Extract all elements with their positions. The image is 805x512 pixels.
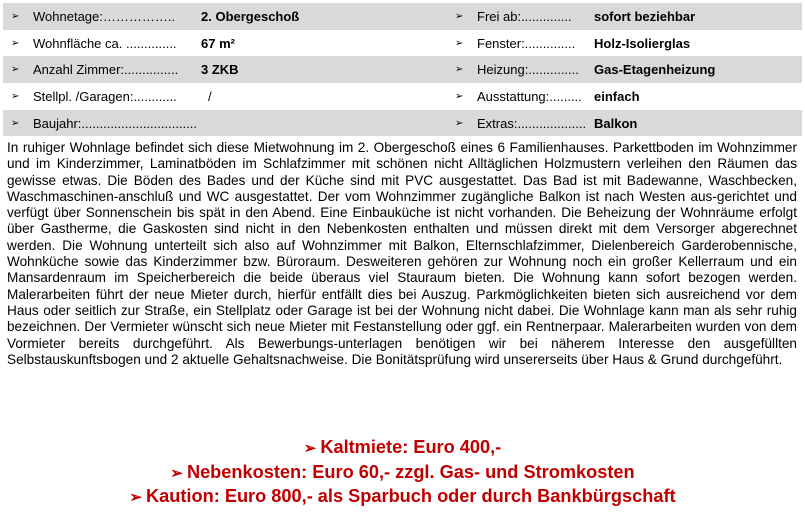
fact-label-floor: ➢ Wohnetage:…………….. bbox=[11, 8, 176, 24]
cost-line-deposit: ➢ Kaution: Euro 800,- als Sparbuch oder durch Bankbürgschaft bbox=[129, 486, 676, 506]
fact-label-area: ➢ Wohnfläche ca. .............. bbox=[11, 35, 177, 51]
bullet-arrow-icon: ➢ bbox=[303, 440, 317, 457]
fact-value-furnishing: einfach bbox=[594, 88, 640, 104]
bullet-arrow-icon: ➢ bbox=[11, 37, 20, 49]
bullet-arrow-icon: ➢ bbox=[455, 117, 464, 129]
fact-value-extras: Balkon bbox=[594, 115, 638, 131]
fact-label-rooms: ➢ Anzahl Zimmer:............... bbox=[11, 62, 179, 78]
cost-summary bbox=[0, 436, 805, 510]
bullet-arrow-icon: ➢ bbox=[455, 37, 464, 49]
bullet-arrow-icon: ➢ bbox=[455, 64, 464, 76]
fact-value-rooms: 3 ZKB bbox=[201, 62, 239, 78]
bullet-arrow-icon: ➢ bbox=[455, 90, 464, 102]
bullet-arrow-icon: ➢ bbox=[455, 10, 464, 22]
bullet-arrow-icon: ➢ bbox=[11, 10, 20, 22]
fact-label-furnishing: ➢ Ausstattung:......... bbox=[455, 88, 582, 104]
fact-value-parking: / bbox=[208, 88, 212, 104]
fact-label-year: ➢ Baujahr:................................ bbox=[11, 115, 197, 131]
facts-row bbox=[3, 110, 802, 137]
fact-label-extras: ➢ Extras:................... bbox=[455, 115, 587, 131]
facts-row bbox=[3, 56, 802, 83]
cost-line-utilities: ➢ Nebenkosten: Euro 60,- zzgl. Gas- und Stromkosten bbox=[170, 461, 635, 482]
fact-value-windows: Holz-Isolierglas bbox=[594, 35, 691, 51]
description-text: In ruhiger Wohnlage befindet sich diese Mietwohnung im 2. Obergeschoß eines 6 Familienhauses. Parkettboden im Wohnzimmer und im Kinderzimmer, Laminatböden im Schlafzimmer mit schönen nicht Alltäglichen Holzmustern verleihen den Räumen das gewisse etwas. Die Böden des Bades und der Küche sind mit PVC ausgestattet. Das Bad ist mit Badewanne, Waschbecken, Waschmaschinen-anschluß und WC ausgestattet. Der vom Wohnzimmer zugängliche Balkon ist nach Westen aus-gerichtet und verfügt über Sonnenschein bis spät in den Abend. Eine Einbauküche ist nicht vorhanden. Die Beheizung der Wohnräume erfolgt über Gastherme, die Gaskosten sind nicht in den Nebenkosten enthalten und müssen direkt mit dem Versorger abgerechnet werden. Die Wohnung unterteilt sich also auf Wohnzimmer mit Balkon, Elternschlafzimmer, Dielenbereich Garderobennische, Wohnküche sowie das Kinderzimmer bzw. Büroraum. Desweiteren gehören zur Wohnung noch ein großer Kellerraum und ein Mansardenraum im Speicherbereich die beide überaus viel Stauraum bieten. Die Wohnung kann sofort bezogen werden. Malerarbeiten führt der neue Mieter durch, hierfür entfällt dies bei Auszug. Parkmöglichkeiten bieten sich ausreichend vor dem Haus oder seitlich zur Straße, ein Stellplatz oder Garage ist bei der Wohnung nicht dabei. Die Wohnlage kann man als sehr ruhig bezeichnen. Der Vermieter wünscht sich neue Mieter mit Festanstellung oder ggf. ein Rentnerpaar. Malerarbeiten wurden von dem Vormieter bereits durchgeführt. Als Bewerbungs-unterlagen benötigen wir bei näherem Interesse den ausgefüllten Selbstauskunftsbogen und 2 aktuelle Gehaltsnachweise. Die Bonitätsprüfung wird unsererseits über Haus & Grund durchgeführt. bbox=[7, 140, 797, 367]
bullet-arrow-icon: ➢ bbox=[129, 489, 143, 506]
fact-value-heating: Gas-Etagenheizung bbox=[594, 62, 716, 78]
facts-row bbox=[3, 3, 802, 30]
bullet-arrow-icon: ➢ bbox=[11, 117, 20, 129]
facts-row bbox=[3, 30, 802, 57]
fact-label-windows: ➢ Fenster:.............. bbox=[455, 35, 576, 51]
fact-label-heating: ➢ Heizung:.............. bbox=[455, 62, 579, 78]
bullet-arrow-icon: ➢ bbox=[11, 90, 20, 102]
fact-value-area: 67 m² bbox=[201, 35, 235, 51]
facts-row bbox=[3, 83, 802, 110]
fact-value-floor: 2. Obergeschoß bbox=[201, 8, 300, 24]
cost-line-rent: ➢ Kaltmiete: Euro 400,- bbox=[303, 437, 502, 457]
facts-table bbox=[3, 3, 802, 136]
fact-label-parking: ➢ Stellpl. /Garagen:............ bbox=[11, 88, 177, 104]
bullet-arrow-icon: ➢ bbox=[11, 64, 20, 76]
fact-value-available: sofort beziehbar bbox=[594, 8, 696, 24]
fact-label-available: ➢ Frei ab:.............. bbox=[455, 8, 572, 24]
bullet-arrow-icon: ➢ bbox=[170, 464, 183, 482]
